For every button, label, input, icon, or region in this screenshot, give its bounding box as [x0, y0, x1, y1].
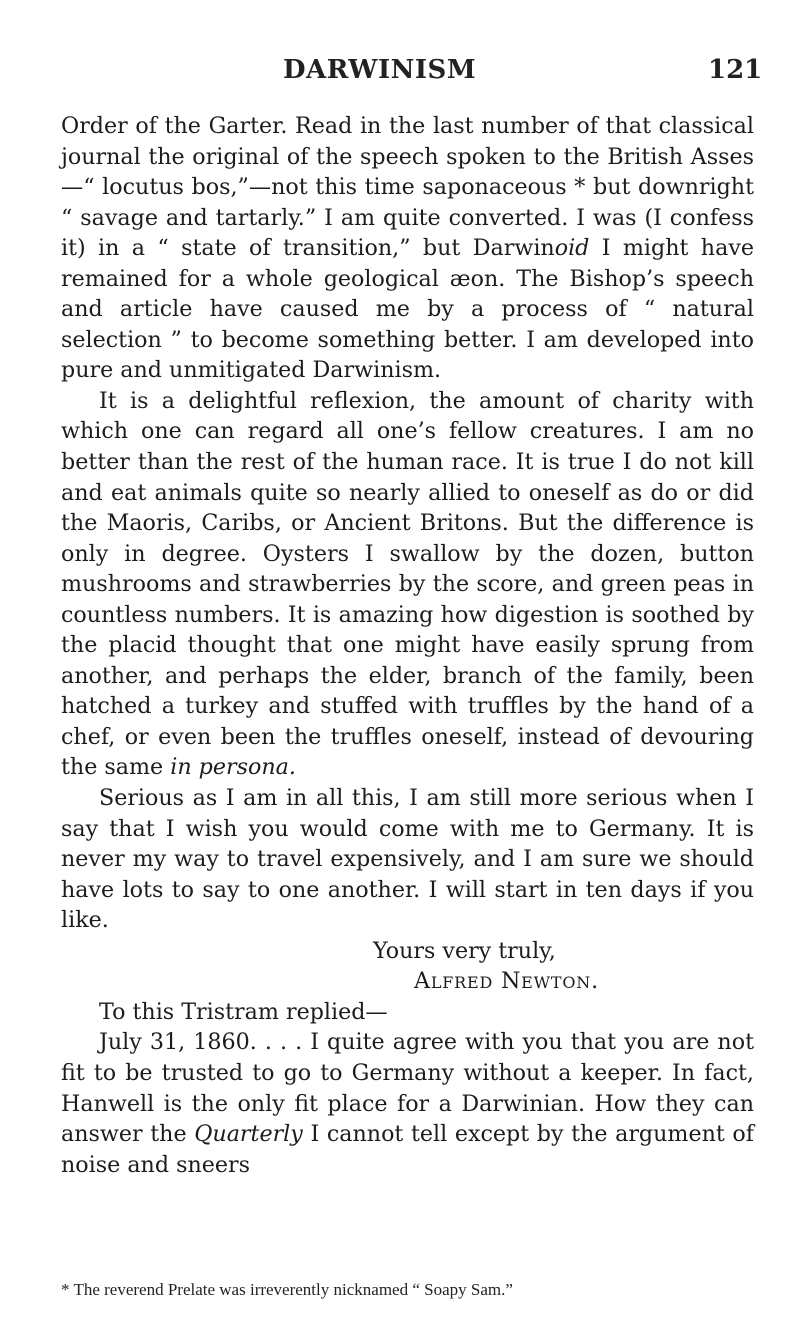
paragraph-1-text-a: Order of the Garter. Read in the last number of that classical journal the original of the speech spoken to the British Asses—“ locutus bos,”—not this time saponaceous * but downright “ savage and tartarly.” I am quite converted. I was (I confess it) in a “ state of transition,” but Darwin	[61, 113, 754, 262]
footnote: * The reverend Prelate was irreverently nicknamed “ Soapy Sam.”	[61, 1280, 513, 1299]
paragraph-1-text-b: I might have remained for a whole geological æon. The Bishop’s speech and article have caused me by a process of “ natural selection ” to become something better. I am developed into pure and unmitigated Darwinism.	[61, 235, 754, 384]
body-text	[61, 111, 754, 1180]
paragraph-5-italic: Quarterly	[194, 1121, 303, 1148]
paragraph-4: To this Tristram replied—	[99, 998, 388, 1025]
paragraph-2-italic: in persona.	[170, 754, 296, 781]
page-number: 121	[708, 55, 763, 85]
paragraph-5-text-a: July 31, 1860. . . . I quite agree with you that you are not fit to be trusted to go to Germany without a keeper. In fact, Hanwell is the only fit place for a Darwinian. How they can answer the	[61, 1029, 754, 1148]
letter-signoff: Yours very truly,	[373, 937, 556, 964]
letter-signature: Alfred Newton.	[414, 968, 599, 995]
paragraph-5	[61, 1027, 754, 1180]
paragraph-2-text: It is a delightful reflexion, the amount of charity with which one can regard all one’s fellow creatures. I am no better than the rest of the human race. It is true I do not kill and eat animals quite so nearly allied to oneself as do or did the Maoris, Caribs, or Ancient Britons. But the difference is only in degree. Oysters I swallow by the dozen, button mushrooms and strawberries by the score, and green peas in countless numbers. It is amazing how digestion is soothed by the placid thought that one might have easily sprung from another, and perhaps the elder, branch of the family, been hatched a turkey and stuffed with truffles by the hand of a chef, or even been the truffles oneself, instead of devouring the same	[61, 387, 754, 781]
paragraph-1-italic: oid	[554, 235, 590, 262]
paragraph-3: Serious as I am in all this, I am still more serious when I say that I wish you would come with me to Germany. It is never my way to travel expensively, and I am sure we should have lots to say to one another. I will start in ten days if you like.	[61, 785, 754, 934]
paragraph-5-text-b: I cannot tell except by the argument of noise and sneers	[61, 1121, 754, 1178]
paragraph-1	[61, 111, 754, 386]
running-title: DARWINISM	[283, 55, 477, 85]
paragraph-2	[61, 386, 754, 783]
